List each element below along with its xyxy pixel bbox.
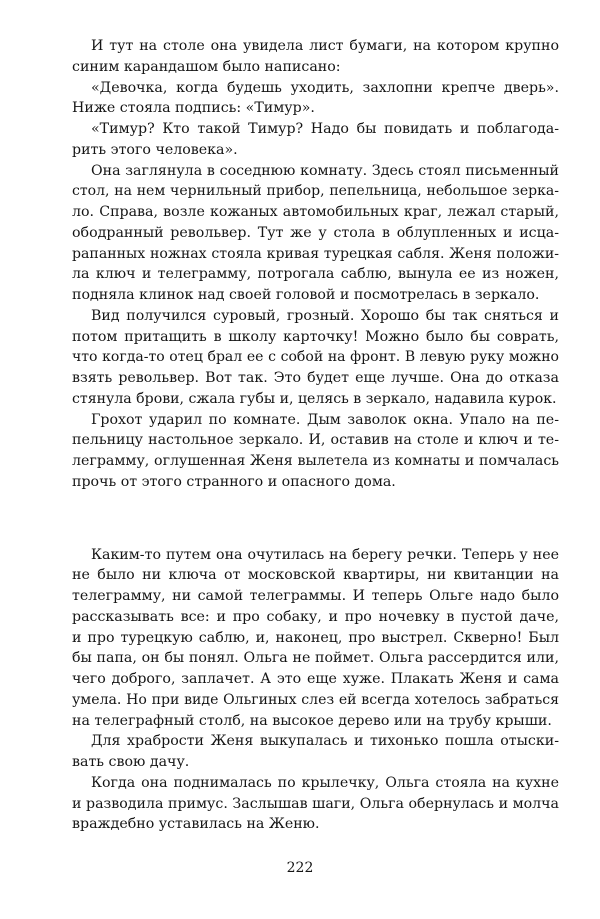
text-line: Ниже стояла подпись: «Тимур». [72, 100, 315, 117]
text-line: стянула брови, сжала губы и, целясь в зеркало, надавила курок. [72, 390, 557, 407]
text-line: леграмму, оглушенная Женя вылетела из комнаты и помчалась [72, 453, 559, 469]
text-line: ло. Справа, возле кожаных автомобильных краг, лежал старый, [72, 204, 559, 220]
text-line: Грохот ударил по комнате. Дым заволок окна. Упало на пе- [91, 411, 559, 428]
text-line: что когда-то отец брал ее с собой на фронт. В левую руку можно [72, 349, 559, 366]
text-section-1 [72, 36, 559, 493]
text-line: Она заглянула в соседнюю комнату. Здесь стоял письменный [91, 162, 559, 179]
text-line: «Девочка, когда будешь уходить, захлопни крепче дверь». [91, 79, 559, 96]
text-line: ободранный револьвер. Тут же у стола в облупленных и исца- [72, 224, 559, 241]
text-line: Вид получился суровый, грозный. Хорошо бы так сняться и [91, 307, 559, 324]
text-line: на телеграфный столб, на высокое дерево или на трубу крыши. [72, 712, 552, 729]
text-line: и про турецкую саблю, и, наконец, про выстрел. Скверно! Был [72, 629, 559, 646]
text-line: умела. Но при виде Ольгиных слез ей всегда хотелось забраться [72, 691, 559, 708]
text-line: рапанных ножнах стояла кривая турецкая сабля. Женя положи- [72, 245, 559, 262]
text-line: «Тимур? Кто такой Тимур? Надо бы повидать и поблагода- [91, 121, 559, 137]
text-line: стол, на нем чернильный прибор, пепельница, небольшое зерка- [72, 183, 559, 200]
text-section-2 [72, 545, 559, 836]
text-line: рассказывать все: и про собаку, и про ночевку в пустой даче, [72, 608, 559, 625]
text-line: синим карандашом было написано: [72, 58, 341, 75]
text-line: враждебно уставилась на Женю. [72, 816, 320, 833]
text-line: бы папа, он бы понял. Ольга не поймет. Ольга рассердится или, [72, 650, 559, 667]
text-line: И тут на столе она увидела лист бумаги, на котором крупно [91, 38, 559, 54]
text-line: потом притащить в школу карточку! Можно было бы соврать, [72, 328, 559, 345]
text-line: не было ни ключа от московской квартиры, ни квитанции на [72, 567, 559, 584]
text-line: Когда она поднималась по крылечку, Ольга стояла на кухне [91, 774, 559, 791]
text-line: Для храбрости Женя выкупалась и тихонько пошла отыски- [91, 733, 559, 750]
text-line: Каким-то путем она очутилась на берегу речки. Теперь у нее [91, 546, 559, 563]
text-line: ла ключ и телеграмму, потрогала саблю, вынула ее из ножен, [72, 266, 559, 283]
page-number: 222 [286, 860, 314, 876]
text-line: чего доброго, заплачет. А это еще хуже. Плакать Женя и сама [72, 671, 559, 687]
text-line: телеграмму, ни самой телеграммы. И теперь Ольге надо было [72, 588, 559, 604]
book-page [72, 36, 559, 835]
text-line: вать свою дачу. [72, 754, 190, 770]
text-line: пельницу настольное зеркало. И, оставив на столе и ключ и те- [72, 432, 559, 449]
section-break [72, 493, 559, 545]
text-line: прочь от этого странного и опасного дома. [72, 473, 396, 490]
text-line: и разводила примус. Заслышав шаги, Ольга обернулась и молча [72, 795, 559, 812]
text-line: взять револьвер. Вот так. Это будет еще лучше. Она до отказа [72, 370, 559, 386]
text-line: подняла клинок над своей головой и посмотрелась в зеркало. [72, 287, 540, 303]
text-line: рить этого человека». [72, 141, 238, 158]
